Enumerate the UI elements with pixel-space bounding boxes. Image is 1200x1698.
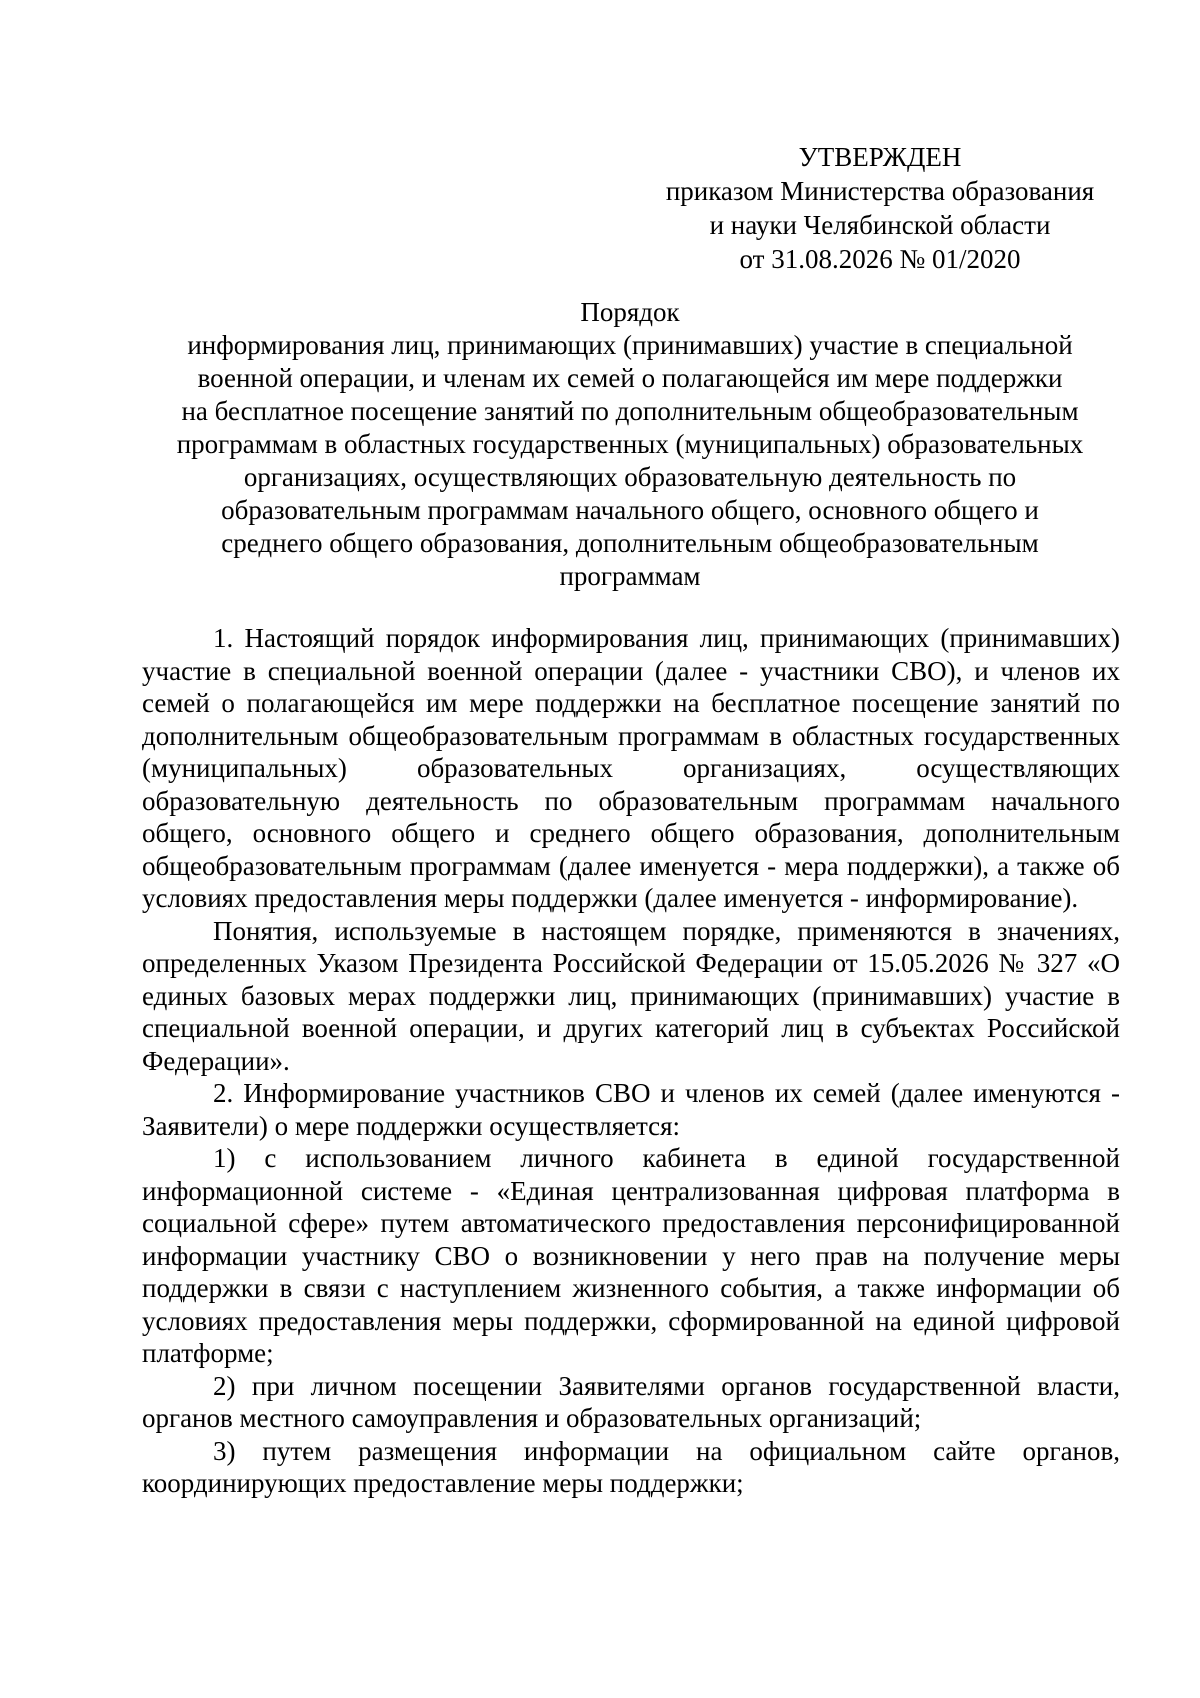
list-item-official-website: 3) путем размещения информации на официальном сайте органов, координирующих предоставление меры поддержки;	[142, 1435, 1120, 1498]
title-line: военной операции, и членам их семей о полагающейся им мере поддержки	[197, 363, 1063, 393]
document-title	[140, 296, 1120, 593]
list-item-personal-account: 1) с использованием личного кабинета в единой государственной информационной системе - «Единая централизованная цифровая платформа в социальной сфере» путем автоматического предоставления персонифицированной информации участнику СВО о возникновении у него прав на получение меры поддержки в связи с наступлением жизненного события, а также информации об условиях предоставления меры поддержки, сформированной на единой цифровой платформе;	[142, 1143, 1120, 1368]
approval-order-issuer: приказом Министерства образования	[665, 176, 1095, 206]
document-body	[142, 622, 1120, 1500]
title-line: образовательным программам начального общего, основного общего и	[221, 495, 1039, 525]
list-item-personal-visit: 2) при личном посещении Заявителями органов государственной власти, органов местного самоуправления и образовательных организаций;	[142, 1370, 1120, 1433]
title-line: среднего общего образования, дополнительным общеобразовательным	[221, 528, 1039, 558]
approval-order-issuer-region: и науки Челябинской области	[709, 210, 1051, 240]
paragraph-2-informing: 2. Информирование участников СВО и членов их семей (далее именуются - Заявители) о мере поддержки осуществляется:	[142, 1078, 1120, 1141]
title-line: на бесплатное посещение занятий по дополнительным общеобразовательным	[181, 396, 1079, 426]
document-heading: Порядок	[580, 297, 680, 327]
title-line: программам в областных государственных (муниципальных) образовательных	[176, 429, 1084, 459]
approval-status: УТВЕРЖДЕН	[798, 142, 962, 172]
approval-order-date-number: от 31.08.2026 № 01/2020	[739, 244, 1021, 274]
paragraph-1-scope: 1. Настоящий порядок информирования лиц, принимающих (принимавших) участие в специальной военной операции (далее - участники СВО), и членов их семей о полагающейся им мере поддержки на бесплатное посещение занятий по дополнительным общеобразовательным программам в областных государственных (муниципальных) образовательных организациях, осуществляющих образовательную деятельность по образовательным программам начального общего, основного общего и среднего общего образования, дополнительным общеобразовательным программам (далее именуется - мера поддержки), а также об условиях предоставления меры поддержки (далее именуется - информирование).	[142, 623, 1120, 913]
title-line: информирования лиц, принимающих (принимавших) участие в специальной	[187, 330, 1073, 360]
title-line: программам	[559, 561, 701, 591]
title-line: организациях, осуществляющих образовательную деятельность по	[243, 462, 1017, 492]
paragraph-definitions: Понятия, используемые в настоящем порядке, применяются в значениях, определенных Указом Президента Российской Федерации от 15.05.2026 № 327 «О единых базовых мерах поддержки лиц, принимающих (принимавших) участие в специальной военной операции, и других категорий лиц в субъектах Российской Федерации».	[142, 915, 1120, 1076]
approval-stamp-block	[620, 140, 1140, 276]
